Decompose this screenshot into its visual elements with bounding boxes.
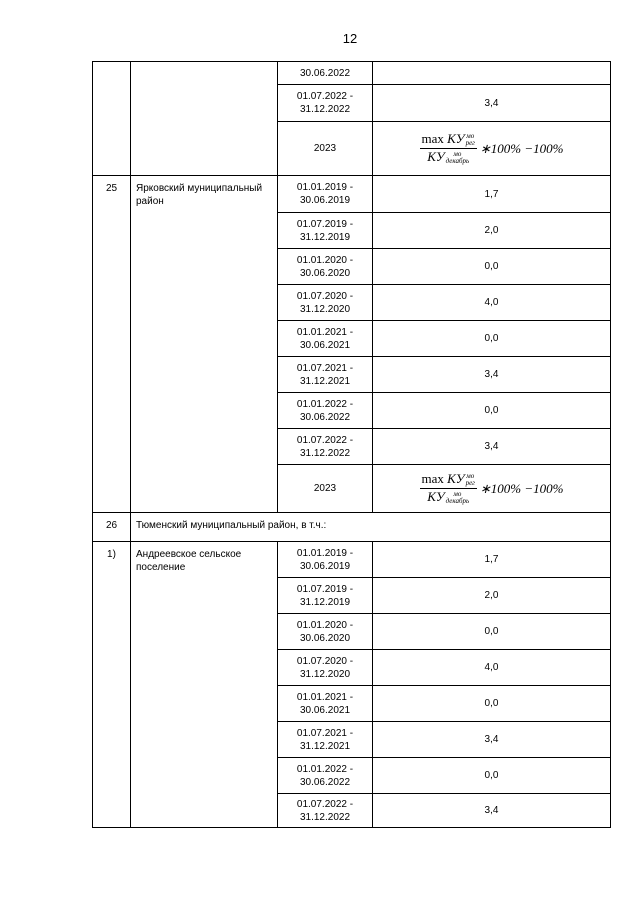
row-number: 25	[93, 176, 131, 513]
coefficient-table	[92, 61, 611, 828]
value-cell: 3,4	[373, 722, 611, 758]
row-number: 26	[93, 513, 131, 542]
value-cell: 3,4	[373, 85, 611, 122]
table-body	[93, 62, 611, 828]
value-cell: 0,0	[373, 758, 611, 794]
formula: max KУ мо рег KУ мо декабрь ∗100% −100%	[421, 470, 564, 506]
value-cell: 0,0	[373, 686, 611, 722]
period-cell: 01.07.2020 - 31.12.2020	[278, 650, 373, 686]
value-cell	[373, 62, 611, 85]
period-cell: 01.07.2021 - 31.12.2021	[278, 722, 373, 758]
value-cell: 2,0	[373, 578, 611, 614]
value-cell: 0,0	[373, 614, 611, 650]
value-cell: 0,0	[373, 393, 611, 429]
table-row	[93, 176, 611, 213]
period-cell: 2023	[278, 465, 373, 513]
value-cell: 0,0	[373, 249, 611, 285]
period-cell: 01.01.2020 - 30.06.2020	[278, 249, 373, 285]
table-row	[93, 62, 611, 85]
period-cell: 01.07.2020 - 31.12.2020	[278, 285, 373, 321]
period-cell: 01.07.2021 - 31.12.2021	[278, 357, 373, 393]
value-cell: 1,7	[373, 542, 611, 578]
period-cell: 2023	[278, 122, 373, 176]
period-cell: 01.01.2020 - 30.06.2020	[278, 614, 373, 650]
value-cell: 3,4	[373, 794, 611, 828]
name-cell	[131, 62, 278, 176]
table-row	[93, 513, 611, 542]
period-cell: 01.07.2022 - 31.12.2022	[278, 429, 373, 465]
period-cell: 01.01.2021 - 30.06.2021	[278, 321, 373, 357]
row-number: 1)	[93, 542, 131, 828]
value-cell: 1,7	[373, 176, 611, 213]
period-cell: 01.01.2019 - 30.06.2019	[278, 176, 373, 213]
period-cell: 01.01.2021 - 30.06.2021	[278, 686, 373, 722]
municipality-name: Андреевское сельское поселение	[131, 542, 278, 828]
value-cell: 3,4	[373, 429, 611, 465]
period-cell: 01.01.2022 - 30.06.2022	[278, 393, 373, 429]
value-cell: 3,4	[373, 357, 611, 393]
value-cell: 2,0	[373, 213, 611, 249]
value-cell: 4,0	[373, 285, 611, 321]
municipality-name: Ярковский муниципальный район	[131, 176, 278, 513]
period-cell: 01.07.2019 - 31.12.2019	[278, 213, 373, 249]
municipality-name: Тюменский муниципальный район, в т.ч.:	[131, 513, 611, 542]
period-cell: 01.07.2022 - 31.12.2022	[278, 794, 373, 828]
period-cell: 01.01.2019 - 30.06.2019	[278, 542, 373, 578]
num-cell	[93, 62, 131, 176]
value-cell: 0,0	[373, 321, 611, 357]
period-cell: 01.07.2022 - 31.12.2022	[278, 85, 373, 122]
formula: max KУ мо рег KУ мо декабрь ∗100% −100%	[421, 130, 564, 166]
period-cell: 01.07.2019 - 31.12.2019	[278, 578, 373, 614]
value-cell: 4,0	[373, 650, 611, 686]
formula-cell	[373, 122, 611, 176]
formula-cell	[373, 465, 611, 513]
period-cell: 01.01.2022 - 30.06.2022	[278, 758, 373, 794]
page-number: 12	[342, 31, 358, 46]
period-cell: 30.06.2022	[278, 62, 373, 85]
table-row	[93, 542, 611, 578]
